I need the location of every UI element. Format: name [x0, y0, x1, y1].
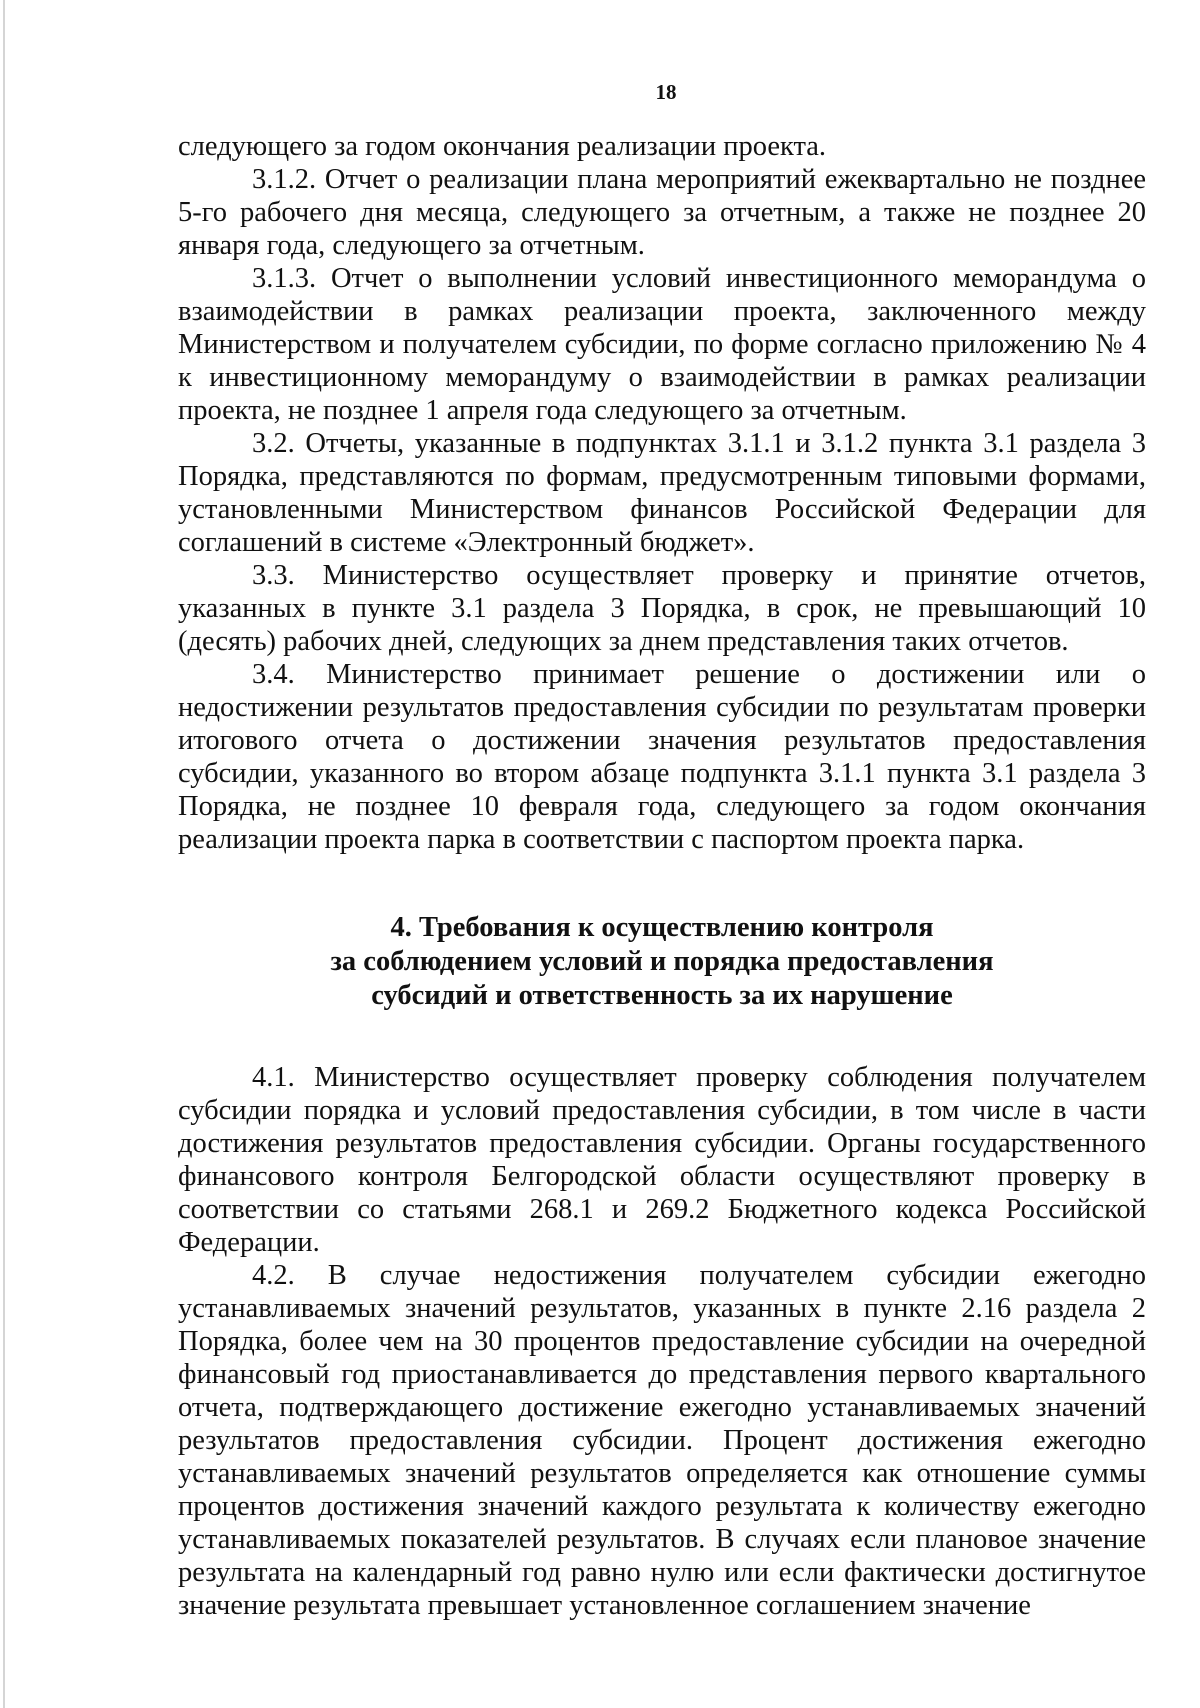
paragraph-3-1-2: 3.1.2. Отчет о реализации плана мероприятий ежеквартально не позднее 5-го рабочего дня месяца, следующего за отчетным, а также не позднее 20 января года, следующего за отчетным. [178, 164, 1146, 261]
paragraph-continuation: следующего за годом окончания реализации проекта. [178, 131, 827, 162]
heading-line-2: за соблюдением условий и порядка предоставления [330, 946, 994, 977]
section-3-continuation [178, 130, 1146, 856]
heading-line-3: субсидий и ответственность за их нарушение [371, 980, 953, 1011]
paragraph-4-2: 4.2. В случае недостижения получателем субсидии ежегодно устанавливаемых значений результатов, указанных в пункте 2.16 раздела 2 Порядка, более чем на 30 процентов предоставление субсидии на очередной финансовый год приостанавливается до представления первого квартального отчета, подтверждающего достижение ежегодно устанавливаемых значений результатов предоставления субсидии. Процент достижения ежегодно устанавливаемых значений результатов определяется как отношение суммы процентов достижения значений каждого результата к количеству ежегодно устанавливаемых показателей результатов. В случаях если плановое значение результата на календарный год равно нулю или если фактически достигнутое значение результата превышает установленное соглашением значение [178, 1260, 1146, 1621]
section-4-heading [178, 911, 1146, 1013]
paragraph-3-2: 3.2. Отчеты, указанные в подпунктах 3.1.1 и 3.1.2 пункта 3.1 раздела 3 Порядка, представляются по формам, предусмотренным типовыми формами, установленными Министерством финансов Российской Федерации для соглашений в системе «Электронный бюджет». [178, 428, 1146, 558]
page-number: 18 [655, 80, 677, 104]
section-4-body [178, 1061, 1146, 1622]
scan-edge [3, 0, 5, 1708]
paragraph-3-1-3: 3.1.3. Отчет о выполнении условий инвестиционного меморандума о взаимодействии в рамках реализации проекта, заключенного между Министерством и получателем субсидии, по форме согласно приложению № 4 к инвестиционному меморандуму о взаимодействии в рамках реализации проекта, не позднее 1 апреля года следующего за отчетным. [178, 263, 1146, 426]
heading-line-1: 4. Требования к осуществлению контроля [390, 912, 934, 943]
document-body [178, 130, 1146, 1622]
paragraph-4-1: 4.1. Министерство осуществляет проверку соблюдения получателем субсидии порядка и условий предоставления субсидии, в том числе в части достижения результатов предоставления субсидии. Органы государственного финансового контроля Белгородской области осуществляют проверку в соответствии со статьями 268.1 и 269.2 Бюджетного кодекса Российской Федерации. [178, 1062, 1146, 1258]
paragraph-3-3: 3.3. Министерство осуществляет проверку и принятие отчетов, указанных в пункте 3.1 раздела 3 Порядка, в срок, не превышающий 10 (десять) рабочих дней, следующих за днем представления таких отчетов. [178, 560, 1146, 657]
paragraph-3-4: 3.4. Министерство принимает решение о достижении или о недостижении результатов предоставления субсидии по результатам проверки итогового отчета о достижении значения результатов предоставления субсидии, указанного во втором абзаце подпункта 3.1.1 пункта 3.1 раздела 3 Порядка, не позднее 10 февраля года, следующего за годом окончания реализации проекта парка в соответствии с паспортом проекта парка. [178, 659, 1146, 855]
